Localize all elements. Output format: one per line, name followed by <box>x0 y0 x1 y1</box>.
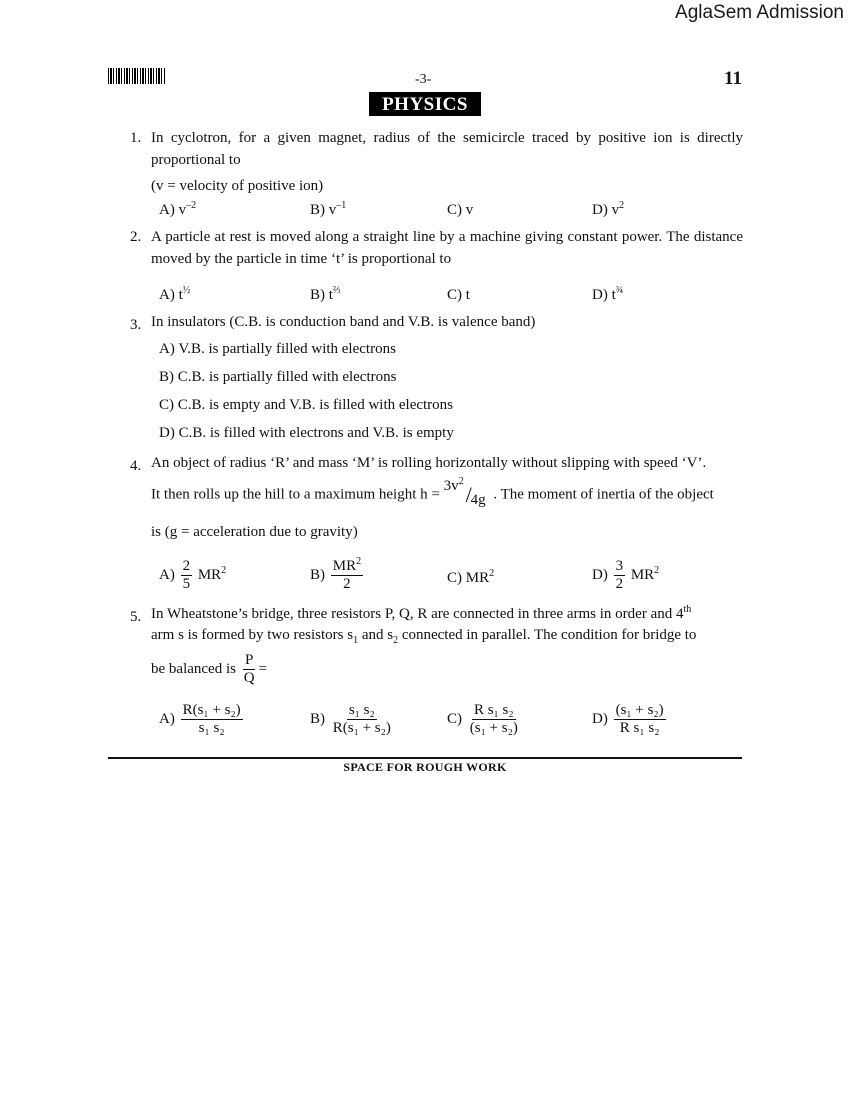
subject-heading: PHYSICS <box>369 92 481 116</box>
question-number: 2. <box>130 229 142 245</box>
question-text-line3: be balanced is $\frac{P}{Q}$ = <box>151 652 268 686</box>
option-a: A) V.B. is partially filled with electrons <box>159 341 396 357</box>
question-text: In cyclotron, for a given magnet, radius of the semicircle traced by positive ion is directly proportional to <box>151 130 743 168</box>
option-a: A) $\frac{2}{5}$ $MR^2$ <box>159 558 227 592</box>
option-c: C) v <box>447 202 474 218</box>
option-d: D) $v^2$ <box>592 200 625 218</box>
option-b: B) $t^{\frac{2}{3}}$ <box>310 285 341 303</box>
question-number: 4. <box>130 458 142 474</box>
height-formula: $3v^2$ / 4g <box>443 476 486 508</box>
page-number: -3- <box>415 72 432 87</box>
option-c: C) $\frac{\text{R s₁ s₂}}{\text{(s₁ + s₂)}}$ <box>447 702 518 736</box>
question-text-line2: arm s is formed by two resistors $s_1$ and $s_2$ connected in parallel. The condition for bridge to <box>151 627 697 646</box>
option-c: C) t <box>447 287 470 303</box>
question-text-line1: In Wheatstone’s bridge, three resistors P, Q, R are connected in three arms in order and 4th <box>151 604 692 622</box>
divider-rule <box>108 757 742 759</box>
rough-work-label: SPACE FOR ROUGH WORK <box>343 760 507 774</box>
option-a: A) $v^{-2}$ <box>159 200 197 218</box>
barcode <box>108 68 166 84</box>
option-b: B) C.B. is partially filled with electrons <box>159 369 397 385</box>
option-c: C) C.B. is empty and V.B. is filled with electrons <box>159 397 454 413</box>
watermark-text: AglaSem Admission <box>675 2 844 23</box>
option-b: B) $v^{-1}$ <box>310 200 347 218</box>
question-text-line1: An object of radius ‘R’ and mass ‘M’ is rolling horizontally without slipping with speed ‘V’. <box>151 455 707 471</box>
question-text: In insulators (C.B. is conduction band and V.B. is valence band) <box>151 314 536 330</box>
option-d: D) $\frac{\text{(s₁ + s₂)}}{\text{R s₁ s₂}}$ <box>592 702 664 736</box>
question-number: 1. <box>130 130 142 146</box>
option-b: B) $\frac{MR^2}{2}$ <box>310 556 362 592</box>
question-text-line3: is (g = acceleration due to gravity) <box>151 524 358 540</box>
option-a: A) $t^{\frac{1}{2}}$ <box>159 285 191 303</box>
option-d: D) $\frac{3}{2}$ $MR^2$ <box>592 558 660 592</box>
option-d: D) $t^{\frac{3}{4}}$ <box>592 285 624 303</box>
question-note: (v = velocity of positive ion) <box>151 178 324 194</box>
question-number: 5. <box>130 609 142 625</box>
option-a: A) $\frac{\text{R(s₁ + s₂)}}{\text{s₁ s₂}}$ <box>159 702 241 736</box>
booklet-code: 11 <box>724 68 742 89</box>
question-text-line2: It then rolls up the hill to a maximum height h = $3v^2$ / 4g . The moment of inertia of the object <box>151 476 714 508</box>
question-number: 3. <box>130 317 142 333</box>
option-d: D) C.B. is filled with electrons and V.B. is empty <box>159 425 454 441</box>
option-c: C) $MR^2$ <box>447 568 495 586</box>
question-text: A particle at rest is moved along a straight line by a machine giving constant power. The distance moved by the particle in time ‘t’ is proportional to <box>151 229 743 267</box>
option-b: B) $\frac{\text{s₁ s₂}}{\text{R(s₁ + s₂)}}$ <box>310 702 391 736</box>
